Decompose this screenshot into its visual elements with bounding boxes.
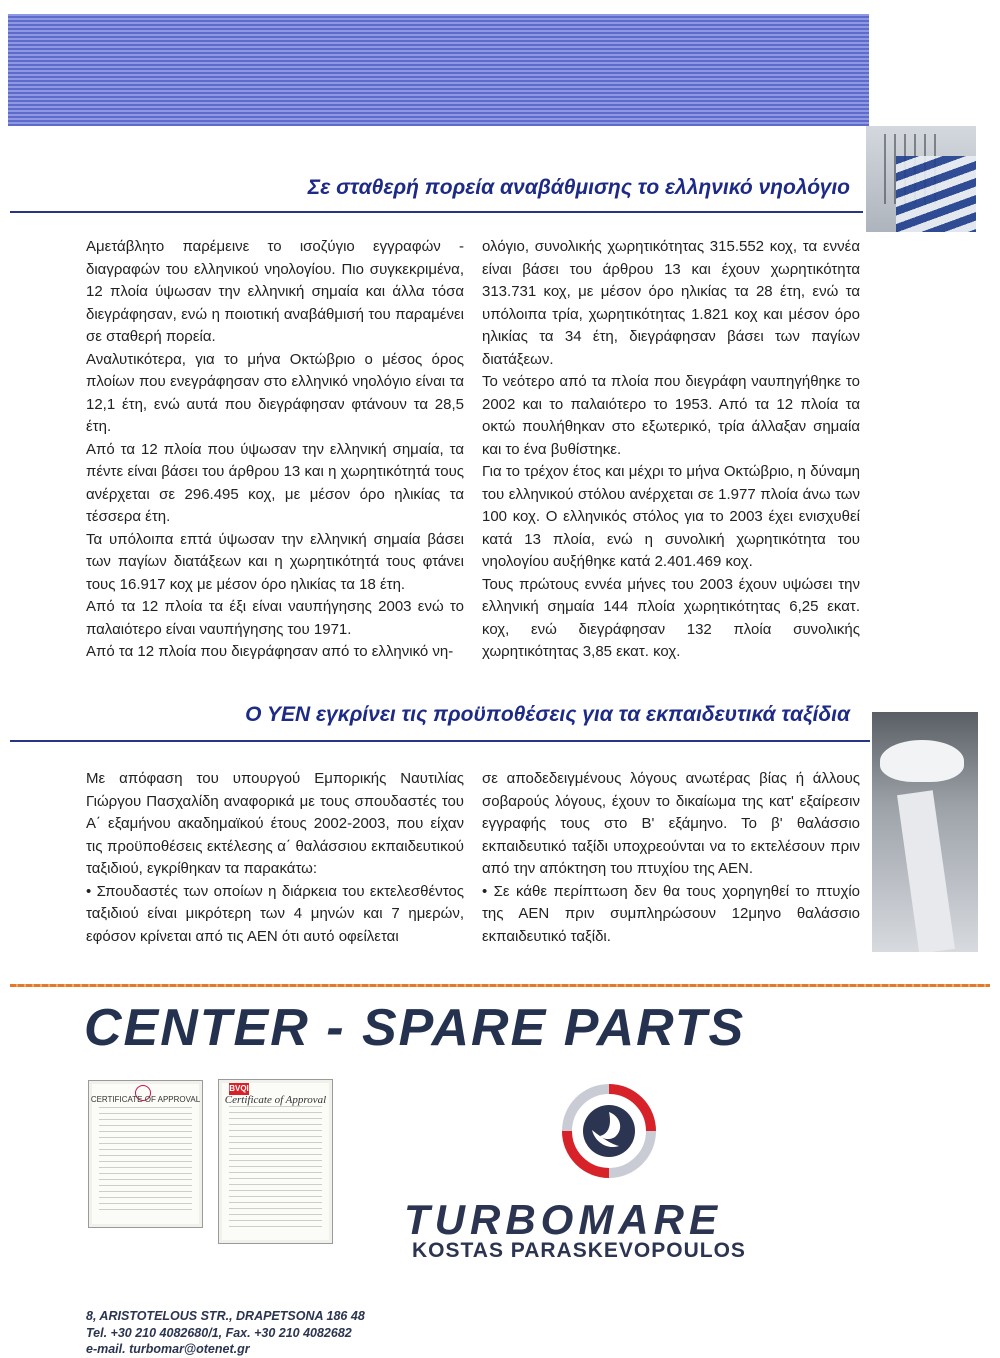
article1-paragraph: ολόγιο, συνολικής χωρητικότητας 315.552 κοχ, τα εννέα είναι βάσει του άρθρου 13 και έχουν χωρητικότητα 313.731 κοχ, με μέσον όρο ηλικίας τα 28 έτη, ενώ τα υπόλοιπα τρία, χωρητικότητας 1.821 κοχ και μέσον όρο ηλικίας τα 34 έτη, διεγράφησαν βάσει των παγίων διατάξεων. [482,238,860,368]
article1-column2 [482,236,860,664]
sailor-arm-image [897,790,955,952]
certificate-title: CERTIFICATE OF APPROVAL [90,1095,201,1104]
article1-column1 [86,236,464,664]
article1-paragraph: Αμετάβλητο παρέμεινε το ισοζύγιο εγγραφών - διαγραφών του ελληνικού νηολογίου. Πιο συγκεκριμένα, 12 πλοία ύψωσαν την ελληνική σημαία και άλλα τόσα διεγράφησαν, ενώ η ποιοτική αναβάθμισή του παραμένει σε σταθερή πορεία. [86,238,464,345]
greek-flag-image [896,156,976,232]
article1-rule [10,211,863,213]
article2-rule [10,740,870,742]
article2-column2 [482,768,860,948]
contact-address [86,1308,365,1358]
turbomare-logo-icon [562,1084,656,1178]
ship-flag-photo [866,126,976,232]
certificate-title: Certificate of Approval [224,1094,327,1106]
certificate-image [88,1080,203,1228]
ad-banner: CENTER - SPARE PARTS [84,999,746,1057]
certificate-text-lines [229,1106,322,1231]
article1-paragraph: Από τα 12 πλοία που ύψωσαν την ελληνική σημαία, τα πέντε είναι βάσει του άρθρου 13 και η χωρητικότητά τους ανέρχεται σε 296.495 κοχ, με μέσον όρο ηλικίας τα τέσσερα έτη. [86,440,464,525]
article1-paragraph: Τους πρώτους εννέα μήνες του 2003 έχουν υψώσει την ελληνική σημαία 144 πλοία χωρητικότητας 6,25 εκατ. κοχ, ενώ διεγράφησαν 132 πλοία συνολικής χωρητικότητας 3,85 εκατ. κοχ. [482,575,860,660]
article2-paragraph: • Σπουδαστές των οποίων η διάρκεια του εκτελεσθέντος ταξιδιού είναι μικρότερη των 4 μηνών και 7 ημερών, εφόσον κρίνεται από τις ΑΕΝ ότι αυτό οφείλεται [86,882,464,945]
article1-paragraph: Για το τρέχον έτος και μέχρι το μήνα Οκτώβριο, η δύναμη του ελληνικού στόλου ανέρχεται σε 1.977 πλοία άνω των 100 κοχ. Ο ελληνικός στόλος για το 2003 έχει ενισχυθεί κατά 13 πλοία, ενώ η συνολική χωρητικότητα του νηολογίου αυξήθηκε κατά 2.401.469 κοχ. [482,463,860,570]
article1-paragraph: Τα υπόλοιπα επτά ύψωσαν την ελληνική σημαία βάσει των παγίων διατάξεων και η χωρητικότητά τους φτάνει τους 16.917 κοχ με μέσον όρο ηλικίας τα 18 έτη. [86,530,464,593]
email-line: e-mail. turbomar@otenet.gr [86,1342,250,1356]
saluting-sailor-photo [872,712,978,952]
phone-line: Tel. +30 210 4082680/1, Fax. +30 210 4082682 [86,1325,352,1340]
article2-column1 [86,768,464,948]
header-band [8,14,869,126]
address-line: 8, ARISTOTELOUS STR., DRAPETSONA 186 48 [86,1309,365,1323]
article1-paragraph: Από τα 12 πλοία που διεγράφησαν από το ελληνικό νη- [86,643,454,660]
article2-paragraph: σε αποδεδειγμένους λόγους ανωτέρας βίας ή άλλους σοβαρούς λόγους, έχουν το δικαίωμα της κατ' εξαίρεσιν εγγραφής τους στο Β' εξάμηνο. Το β' θαλάσσιο εκπαιδευτικό ταξίδι υποχρεούνται να το εκτελέσουν πριν από την απόκτηση του πτυχίου της ΑΕΝ. [482,770,860,877]
article1-paragraph: Το νεότερο από τα πλοία που διεγράφη ναυπηγήθηκε το 2002 και το παλαιότερο το 1953. Από τα 12 πλοία τα οκτώ πουλήθηκαν στο εξωτερικό, τρία άλλαξαν σημαία και το ένα βυθίστηκε. [482,373,860,458]
article1-paragraph: Αναλυτικότερα, για το μήνα Οκτώβριο ο μέσος όρος πλοίων που ενεγράφησαν στο ελληνικό νηολόγιο είναι τα 12,1 έτη, ενώ αυτά που διεγράφησαν φτάνουν τα 28,5 έτη. [86,350,464,435]
article2-paragraph: • Σε κάθε περίπτωση δεν θα τους χορηγηθεί το πτυχίο της ΑΕΝ πριν συμπληρώσουν 12μηνο θαλάσσιο εκπαιδευτικό ταξίδι. [482,882,860,945]
certificate-text-lines [99,1107,192,1215]
sailor-cap-image [880,740,964,782]
brand-name: TURBOMARE [404,1196,722,1243]
article1-title: Σε σταθερή πορεία αναβάθμισης το ελληνικό νηολόγιο [307,176,850,199]
ad-divider [10,984,990,987]
article1-paragraph: Από τα 12 πλοία τα έξι είναι ναυπήγησης 2003 ενώ το παλαιότερο είναι ναυπήγησης του 1971. [86,598,464,638]
article2-paragraph: Με απόφαση του υπουργού Εμπορικής Ναυτιλίας Γιώργου Πασχαλίδη αναφορικά με τους σπουδαστές του Α΄ εξαμήνου ακαδημαϊκού έτους 2002-2003, που είχαν τις προϋποθέσεις εκτέλεσης α΄ θαλάσσιου εκπαιδευτικού ταξιδιού, εγκρίθηκαν τα παρακάτω: [86,770,464,877]
bvqi-badge: BVQI [229,1084,249,1093]
article2-title: Ο ΥΕΝ εγκρίνει τις προϋποθέσεις για τα εκπαιδευτικά ταξίδια [245,703,850,726]
certificate-image [218,1079,333,1244]
brand-subtitle: KOSTAS PARASKEVOPOULOS [412,1239,746,1262]
